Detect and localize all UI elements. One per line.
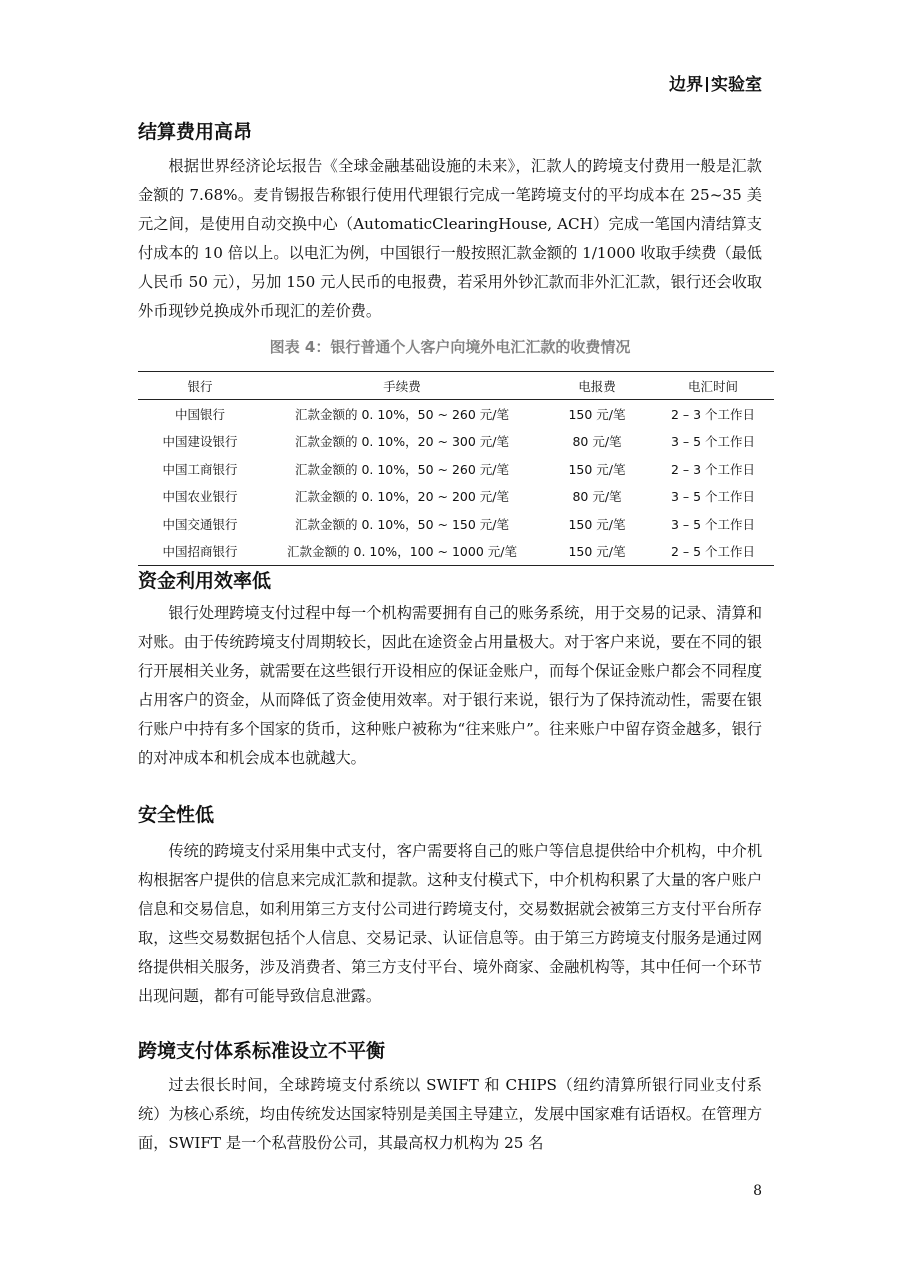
cell-fee: 汇款金额的 0. 10%，50 ~ 260 元/笔 <box>294 461 510 477</box>
cell-transfer-time: 2 – 3 个工作日 <box>670 406 756 422</box>
cell-fee: 汇款金额的 0. 10%，50 ~ 150 元/笔 <box>294 516 510 532</box>
section-paragraph: 根据世界经济论坛报告《全球金融基础设施的未来》，汇款人的跨境支付费用一般是汇款金额的 7.68%。麦肯锡报告称银行使用代理银行完成一笔跨境支付的平均成本在 25~35 美元之间，是使用自动交换中心（AutomaticClearingHouse, ACH）完成一笔国内清结算支付成本的 10 倍以上。以电汇为例，中国银行一般按照汇款金额的 1/1000 收取手续费（最低人民币 50 元），另加 150 元人民币的电报费，若采用外钞汇款而非外汇汇款，银行还会收取外币现钞兑换成外币现汇的差价费。 <box>138 157 762 320</box>
fee-table-wrap <box>138 371 762 566</box>
section-title: 资金利用效率低 <box>138 570 272 592</box>
logo-divider <box>706 77 708 92</box>
cell-fee: 汇款金额的 0. 10%，100 ~ 1000 元/笔 <box>287 544 517 560</box>
cell-transfer-time: 3 – 5 个工作日 <box>670 516 756 532</box>
cell-bank: 中国建设银行 <box>162 434 238 450</box>
section-settlement-cost <box>138 118 762 326</box>
header-transfer-time: 电汇时间 <box>687 378 738 394</box>
section-paragraph: 传统的跨境支付采用集中式支付，客户需要将自己的账户等信息提供给中介机构，中介机构根据客户提供的信息来完成汇款和提款。这种支付模式下，中介机构积累了大量的客户账户信息和交易信息，如利用第三方支付公司进行跨境支付，交易数据就会被第三方支付平台所存取，这些交易数据包括个人信息、交易记录、认证信息等。由于第三方跨境支付服务是通过网络提供相关服务，涉及消费者、第三方支付平台、境外商家、金融机构等，其中任何一个环节出现问题，都有可能导致信息泄露。 <box>138 842 762 1005</box>
table-row <box>138 538 774 566</box>
cell-fee: 汇款金额的 0. 10%，50 ~ 260 元/笔 <box>294 406 510 422</box>
cell-bank: 中国银行 <box>174 406 225 422</box>
section-title: 跨境支付体系标准设立不平衡 <box>138 1040 386 1062</box>
section-capital-efficiency <box>138 567 762 773</box>
brand-logo <box>669 70 762 95</box>
logo-right-text: 实验室 <box>711 75 762 95</box>
cell-telegraph-fee: 80 元/笔 <box>572 489 622 505</box>
section-title: 结算费用高昂 <box>138 121 253 143</box>
cell-transfer-time: 2 – 5 个工作日 <box>670 544 756 560</box>
table-row <box>138 510 774 538</box>
table-row <box>138 400 774 428</box>
section-paragraph: 银行处理跨境支付过程中每一个机构需要拥有自己的账务系统，用于交易的记录、清算和对账。由于传统跨境支付周期较长，因此在途资金占用量极大。对于客户来说，要在不同的银行开展相关业务，就需要在这些银行开设相应的保证金账户，而每个保证金账户都会不同程度占用客户的资金，从而降低了资金使用效率。对于银行来说，银行为了保持流动性，需要在银行账户中持有多个国家的货币，这种账户被称为“往来账户”。往来账户中留存资金越多，银行的对冲成本和机会成本也就越大。 <box>138 604 762 767</box>
header-fee: 手续费 <box>383 378 421 394</box>
cell-fee: 汇款金额的 0. 10%，20 ~ 200 元/笔 <box>294 489 510 505</box>
cell-telegraph-fee: 150 元/笔 <box>568 406 626 422</box>
header-telegraph-fee: 电报费 <box>578 378 616 394</box>
cell-telegraph-fee: 80 元/笔 <box>572 434 622 450</box>
table-caption-wrap <box>138 336 762 358</box>
table-row <box>138 483 774 511</box>
cell-fee: 汇款金额的 0. 10%，20 ~ 300 元/笔 <box>294 434 510 450</box>
cell-bank: 中国工商银行 <box>162 461 238 477</box>
logo-left-text: 边界 <box>669 75 703 95</box>
table-caption: 图表 4：银行普通个人客户向境外电汇汇款的收费情况 <box>269 338 631 356</box>
table-row <box>138 428 774 456</box>
fee-table <box>138 371 774 566</box>
cell-bank: 中国农业银行 <box>162 489 238 505</box>
cell-bank: 中国交通银行 <box>162 516 238 532</box>
cell-transfer-time: 2 – 3 个工作日 <box>670 461 756 477</box>
cell-bank: 中国招商银行 <box>162 544 238 560</box>
table-header-row <box>138 372 774 400</box>
cell-telegraph-fee: 150 元/笔 <box>568 461 626 477</box>
section-paragraph: 过去很长时间，全球跨境支付系统以 SWIFT 和 CHIPS（纽约清算所银行同业支付系统）为核心系统，均由传统发达国家特别是美国主导建立，发展中国家难有话语权。在管理方面，SWIFT 是一个私营股份公司，其最高权力机构为 25 名 <box>138 1076 762 1152</box>
cell-transfer-time: 3 – 5 个工作日 <box>670 434 756 450</box>
header-bank: 银行 <box>187 378 213 394</box>
section-title: 安全性低 <box>138 804 215 826</box>
section-security <box>138 801 762 1011</box>
cell-transfer-time: 3 – 5 个工作日 <box>670 489 756 505</box>
cell-telegraph-fee: 150 元/笔 <box>568 544 626 560</box>
table-row <box>138 455 774 483</box>
cell-telegraph-fee: 150 元/笔 <box>568 516 626 532</box>
section-standards-imbalance <box>138 1037 762 1158</box>
page-number: 8 <box>753 1183 762 1199</box>
